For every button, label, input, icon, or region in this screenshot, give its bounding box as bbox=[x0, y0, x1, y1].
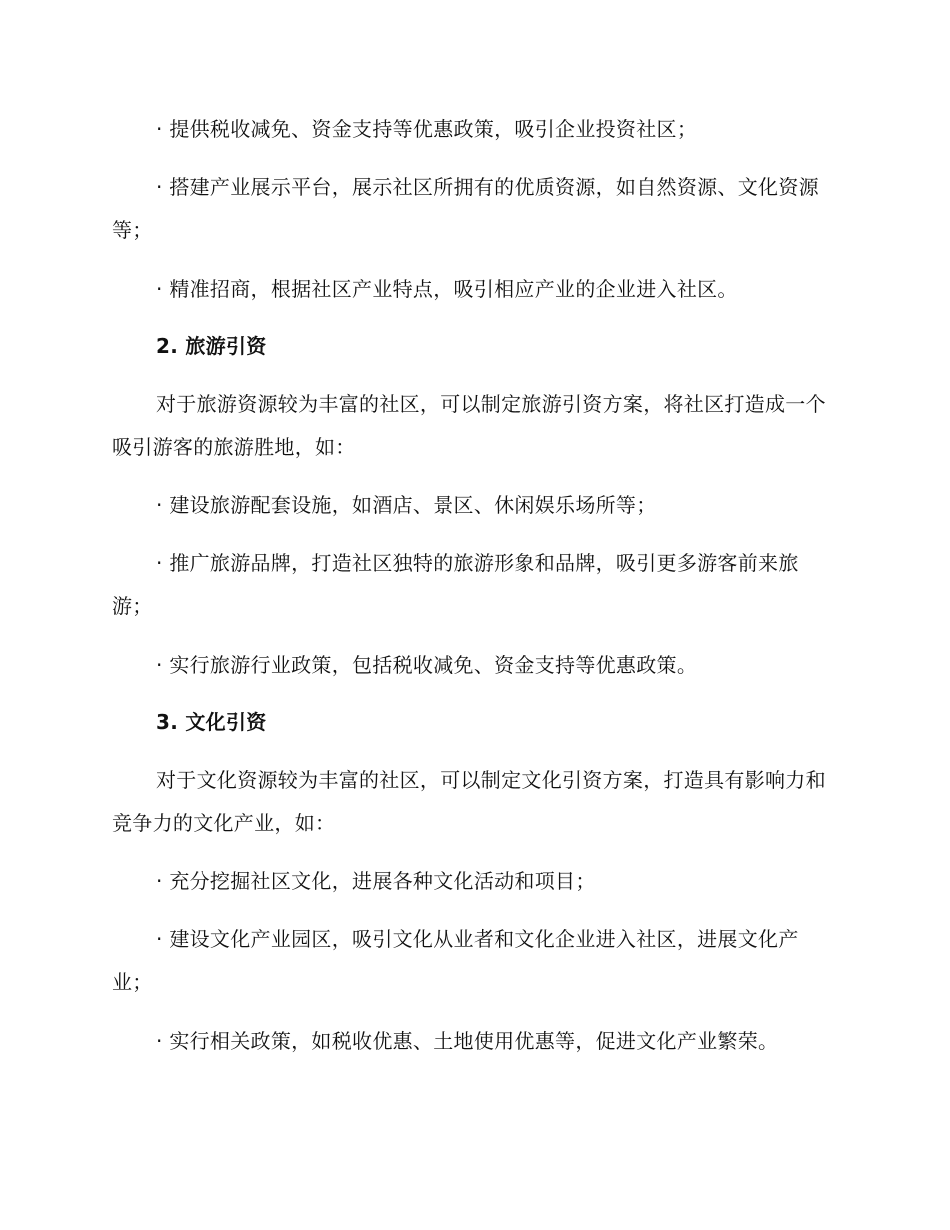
bullet-culture-park: · 建设文化产业园区，吸引文化从业者和文化企业进入社区，进展文化产业； bbox=[112, 927, 799, 994]
bullet-tourism-policy: · 实行旅游行业政策，包括税收减免、资金支持等优惠政策。 bbox=[156, 653, 698, 677]
section-heading-tourism: 2. 旅游引资 bbox=[156, 334, 267, 358]
section-heading-culture: 3. 文化引资 bbox=[156, 710, 267, 734]
section-intro-tourism: 对于旅游资源较为丰富的社区，可以制定旅游引资方案，将社区打造成一个吸引游客的旅游胜地，如： bbox=[112, 392, 826, 459]
bullet-tax-incentives: · 提供税收减免、资金支持等优惠政策，吸引企业投资社区； bbox=[156, 117, 698, 141]
bullet-culture-activities: · 充分挖掘社区文化，进展各种文化活动和项目； bbox=[156, 869, 596, 893]
bullet-culture-policy: · 实行相关政策，如税收优惠、土地使用优惠等，促进文化产业繁荣。 bbox=[156, 1029, 779, 1053]
bullet-industry-platform: · 搭建产业展示平台，展示社区所拥有的优质资源，如自然资源、文化资源等； bbox=[112, 175, 819, 242]
section-intro-culture: 对于文化资源较为丰富的社区，可以制定文化引资方案，打造具有影响力和竞争力的文化产业，如： bbox=[112, 768, 826, 835]
bullet-precise-investment: · 精准招商，根据社区产业特点，吸引相应产业的企业进入社区。 bbox=[156, 277, 738, 301]
bullet-tourism-facilities: · 建设旅游配套设施，如酒店、景区、休闲娱乐场所等； bbox=[156, 493, 657, 517]
bullet-tourism-brand: · 推广旅游品牌，打造社区独特的旅游形象和品牌，吸引更多游客前来旅游； bbox=[112, 551, 799, 618]
